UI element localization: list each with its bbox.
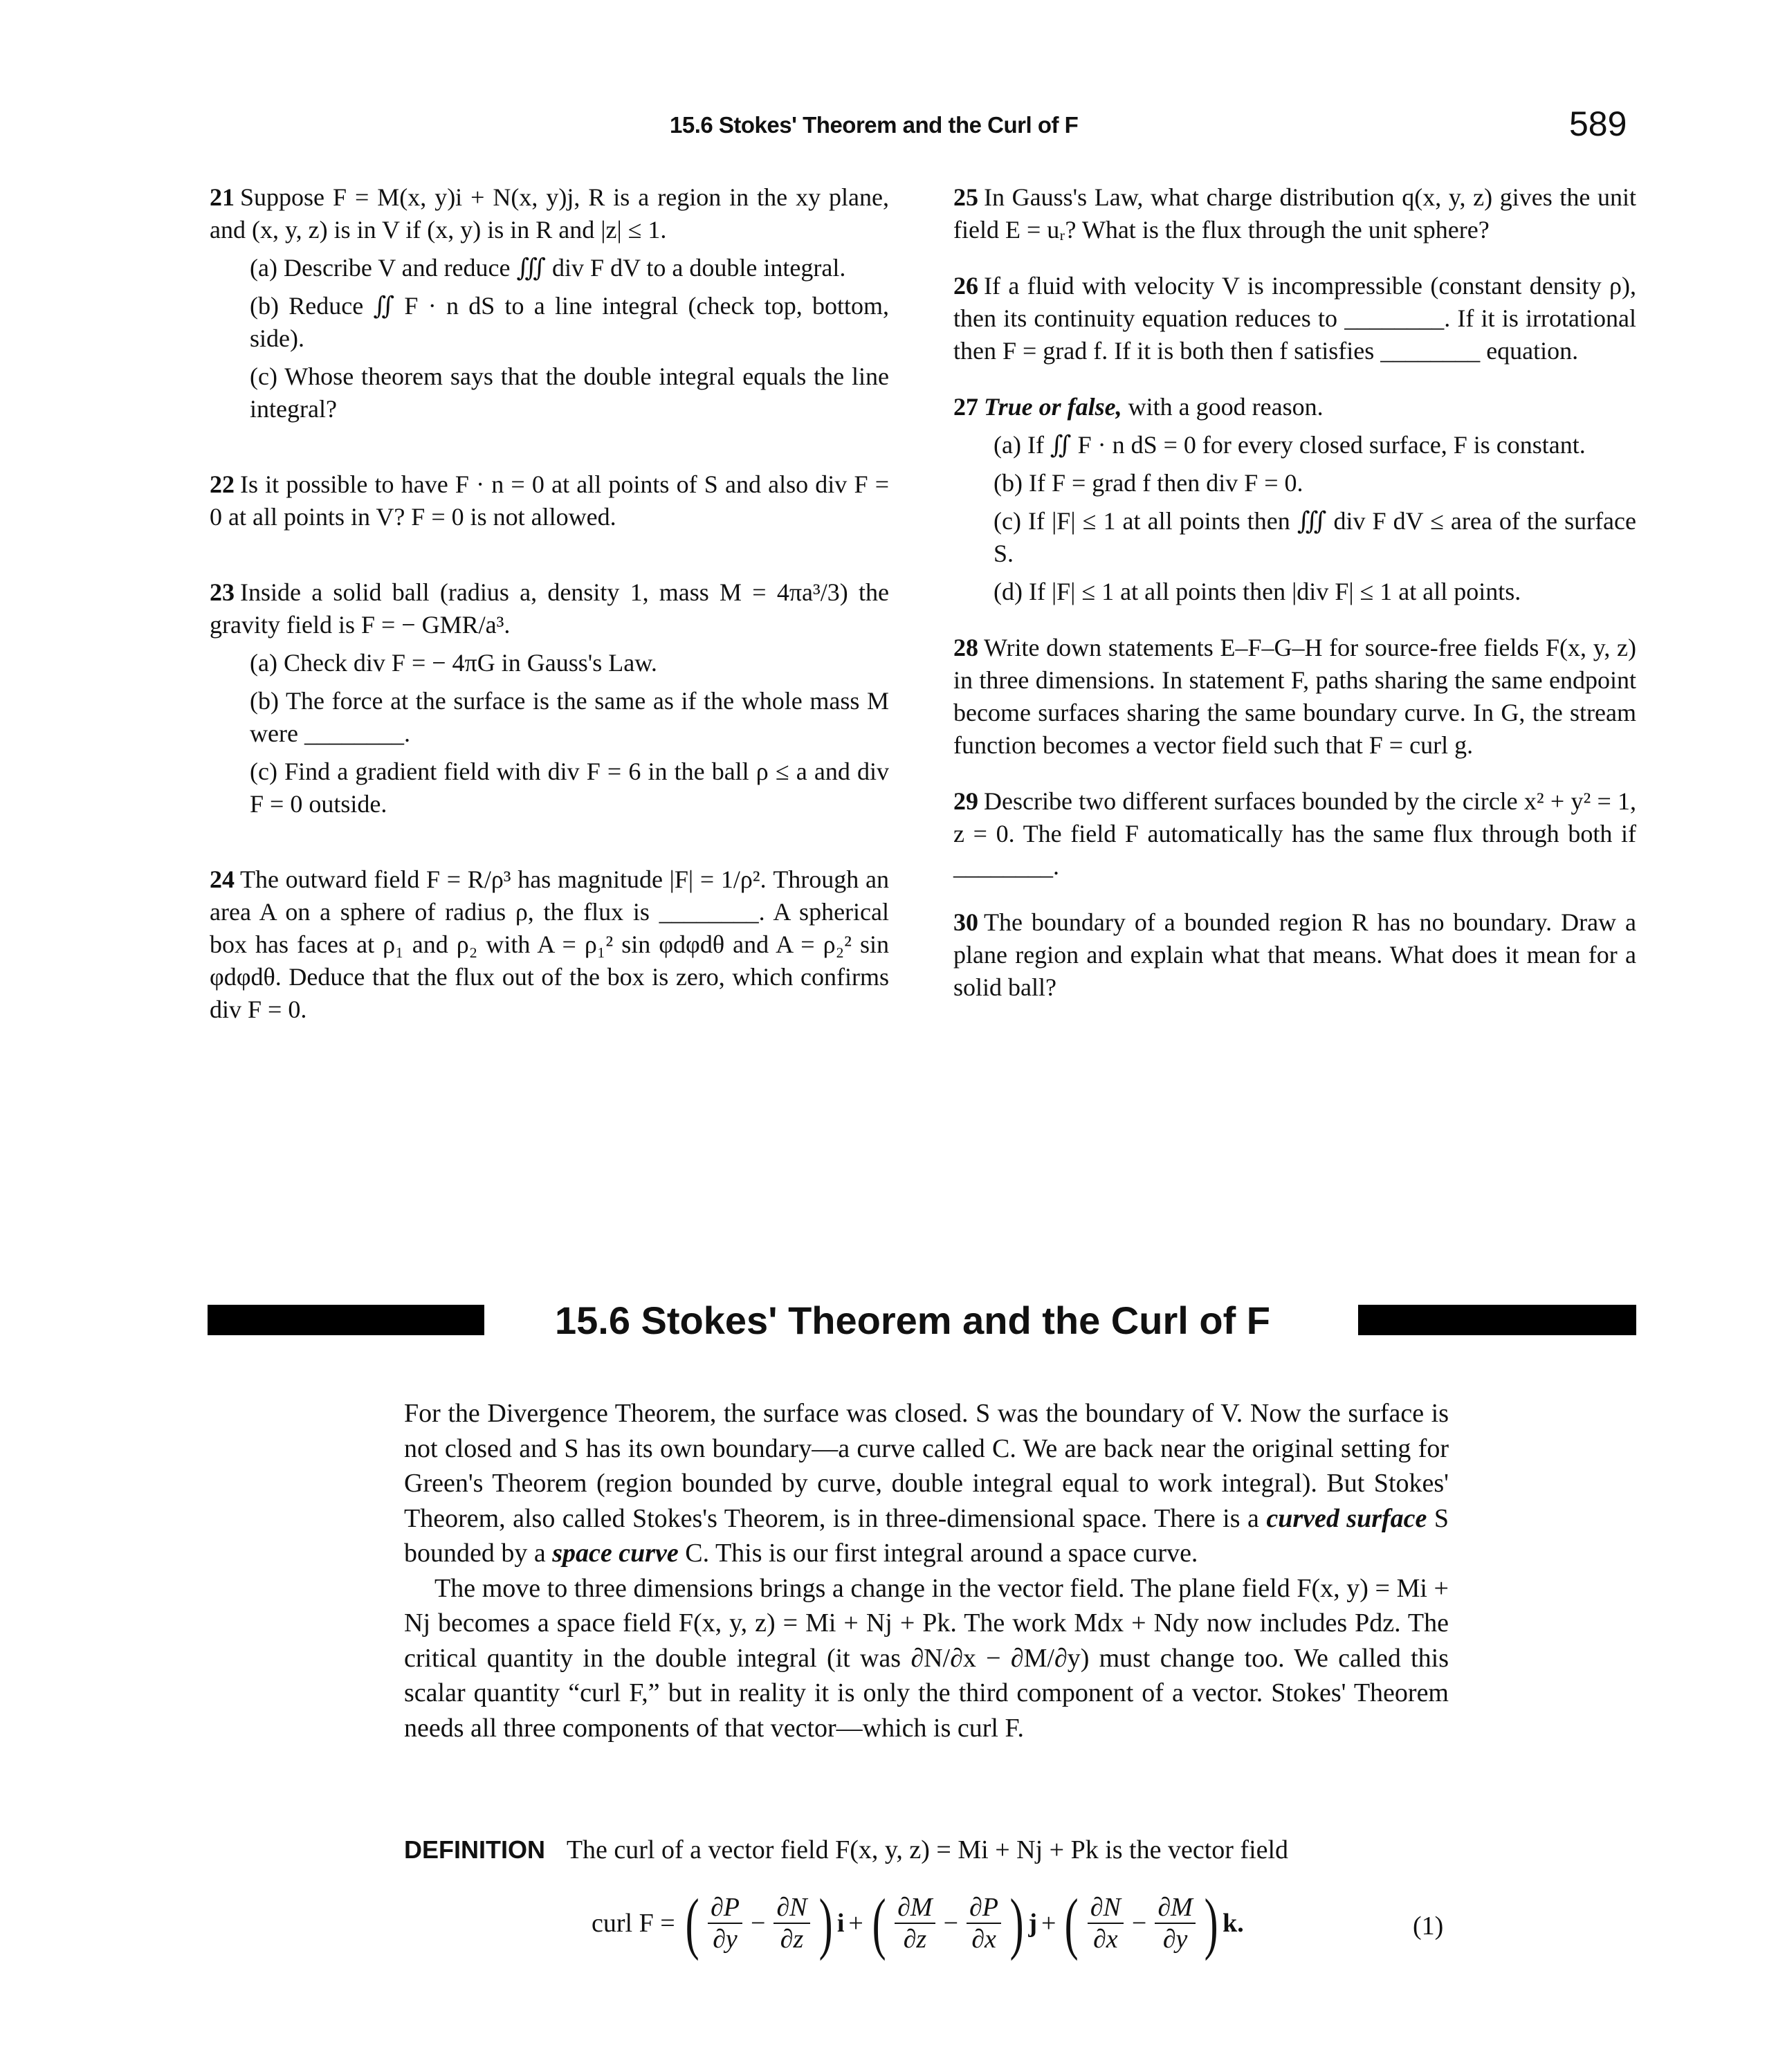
paragraph: The move to three dimensions brings a change in the vector field. The plane field F(x, y) = Mi + Nj becomes a space field F(x, y, z) = Mi + Nj + Pk. The work Mdx + Ndy now includes Pdz. The critical quantity in the double integral (it was ∂N/∂x − ∂M/∂y) must change too. We called this scalar quantity “curl F,” but in reality it is only the third component of a vector. Stokes' Theorem needs all three components of that vector—which is curl F. xyxy=(404,1573,1449,1743)
paragraph xyxy=(404,1396,1449,1571)
definition xyxy=(404,1835,1456,1865)
exercise-22 xyxy=(210,468,889,533)
denominator: ∂y xyxy=(713,1925,738,1954)
text: C. This is our first integral around a space curve. xyxy=(678,1539,1198,1568)
fraction xyxy=(1088,1892,1124,1954)
exercises-left-column xyxy=(210,181,889,1049)
exercise-text xyxy=(210,863,889,1026)
paren-close: ) xyxy=(1204,1885,1218,1961)
denominator: ∂x xyxy=(1092,1925,1118,1954)
numerator: ∂N xyxy=(1088,1892,1124,1924)
section-banner xyxy=(208,1299,1636,1342)
paren-open: ( xyxy=(685,1885,699,1961)
exercise-statement: The boundary of a bounded region R has no boundary. Draw a plane region and explain what that means. What does it mean for a solid ball? xyxy=(953,908,1636,1001)
numerator: ∂P xyxy=(967,1892,1001,1924)
exercise-25 xyxy=(953,181,1636,246)
text: S bounded by a xyxy=(404,1503,1449,1568)
exercise-number: 24 xyxy=(210,865,235,893)
paren-close: ) xyxy=(1009,1885,1024,1961)
section-title: 15.6 Stokes' Theorem and the Curl of F xyxy=(555,1299,1270,1342)
banner-bar-right xyxy=(1358,1305,1636,1335)
exercise-part: (b) The force at the surface is the same as if the whole mass M were ________. xyxy=(250,687,889,747)
emphasis: curved surface xyxy=(1266,1503,1427,1533)
page-number: 589 xyxy=(1569,104,1627,143)
exercise-statement: The outward field F = R/ρ³ has magnitude |F| = 1/ρ². Through an area A on a sphere of radius ρ, the flux is ________. A spherical box has faces at ρ₁ and ρ₂ with A = ρ₁² sin φdφdθ and A = ρ₂² sin φdφdθ. Deduce that the flux out of the box is zero, which confirms div F = 0. xyxy=(210,865,889,1023)
fraction xyxy=(1155,1892,1195,1954)
plus-sign: + xyxy=(848,1909,863,1938)
exercise-statement: with a good reason. xyxy=(1122,393,1324,421)
exercise-24 xyxy=(210,863,889,1026)
unit-vector: k. xyxy=(1223,1909,1244,1938)
paren-close: ) xyxy=(818,1885,833,1961)
fraction xyxy=(895,1892,935,1954)
minus-sign: − xyxy=(1131,1909,1147,1938)
exercise-number: 23 xyxy=(210,578,235,606)
minus-sign: − xyxy=(750,1909,766,1938)
exercise-part: (a) If ∬ F · n dS = 0 for every closed surface, F is constant. xyxy=(994,431,1586,459)
exercise-part: (a) Describe V and reduce ∭ div F dV to a double integral. xyxy=(250,254,846,282)
definition-text: The curl of a vector field F(x, y, z) = Mi + Nj + Pk is the vector field xyxy=(566,1835,1289,1864)
running-header-title: 15.6 Stokes' Theorem and the Curl of F xyxy=(670,112,1079,138)
emphasis: space curve xyxy=(552,1539,679,1568)
exercise-statement: Inside a solid ball (radius a, density 1, mass M = 4πa³/3) the gravity field is F = − GMR/a³. xyxy=(210,578,889,639)
exercise-part: (b) If F = grad f then div F = 0. xyxy=(994,469,1303,497)
exercise-text xyxy=(953,391,1636,423)
formula-lhs: curl F = xyxy=(592,1909,675,1938)
numerator: ∂N xyxy=(773,1892,809,1924)
exercise-statement: Write down statements E–F–G–H for source-free fields F(x, y, z) in three dimensions. In statement F, paths sharing the same endpoint become surfaces sharing the same boundary curve. In G, the stream function becomes a vector field such that F = curl g. xyxy=(953,634,1636,759)
exercise-28 xyxy=(953,632,1636,762)
exercise-lead: True or false, xyxy=(984,393,1122,421)
exercise-part: (c) Find a gradient field with div F = 6 in the ball ρ ≤ a and div F = 0 outside. xyxy=(250,758,889,818)
denominator: ∂x xyxy=(971,1925,996,1954)
denominator: ∂z xyxy=(903,1925,927,1954)
exercise-text xyxy=(953,181,1636,246)
curl-formula xyxy=(592,1885,1244,1961)
exercise-statement: If a fluid with velocity V is incompressible (constant density ρ), then its continuity equation reduces to ________. If it is irrotational then F = grad f. If it is both then f satisfies ________ equation. xyxy=(953,272,1636,365)
paren-open: ( xyxy=(872,1885,886,1961)
exercise-number: 21 xyxy=(210,183,235,211)
exercise-29 xyxy=(953,785,1636,883)
exercise-number: 29 xyxy=(953,787,978,815)
exercise-part: (c) If |F| ≤ 1 at all points then ∭ div F dV ≤ area of the surface S. xyxy=(994,507,1636,567)
exercise-number: 25 xyxy=(953,183,978,211)
denominator: ∂z xyxy=(780,1925,804,1954)
exercise-text xyxy=(953,785,1636,883)
exercise-number: 30 xyxy=(953,908,978,936)
exercise-27 xyxy=(953,391,1636,608)
fraction xyxy=(773,1892,809,1954)
exercise-text xyxy=(210,468,889,533)
banner-bar-left xyxy=(208,1305,484,1335)
numerator: ∂M xyxy=(895,1892,935,1924)
paren-open: ( xyxy=(1065,1885,1079,1961)
section-body xyxy=(404,1396,1449,1745)
unit-vector: j xyxy=(1028,1909,1037,1938)
definition-label: DEFINITION xyxy=(404,1835,545,1864)
numerator: ∂P xyxy=(708,1892,742,1924)
exercise-statement: Is it possible to have F · n = 0 at all points of S and also div F = 0 at all points in V? F = 0 is not allowed. xyxy=(210,470,889,531)
exercise-part: (b) Reduce ∬ F · n dS to a line integral (check top, bottom, side). xyxy=(250,292,889,352)
exercise-text xyxy=(210,576,889,641)
equation-number: (1) xyxy=(1413,1911,1444,1941)
exercise-number: 22 xyxy=(210,470,235,498)
exercise-part: (a) Check div F = − 4πG in Gauss's Law. xyxy=(250,649,657,677)
exercise-text xyxy=(953,270,1636,367)
exercise-number: 26 xyxy=(953,272,978,300)
exercise-part: (d) If |F| ≤ 1 at all points then |div F| ≤ 1 at all points. xyxy=(994,578,1521,605)
unit-vector: i xyxy=(836,1909,845,1938)
minus-sign: − xyxy=(943,1909,959,1938)
exercise-21 xyxy=(210,181,889,425)
exercise-text xyxy=(210,181,889,246)
plus-sign: + xyxy=(1041,1909,1056,1938)
text: For the Divergence Theorem, the surface was closed. S was the boundary of V. Now the surface is not closed and S has its own boundary—a curve called C. We are back near the original setting for Green's Theorem (region bounded by curve, double integral equal to work integral). But Stokes' Theorem, also called Stokes's Theorem, is in three-dimensional space. There is a xyxy=(404,1399,1449,1533)
exercise-number: 27 xyxy=(953,393,978,421)
exercise-statement: In Gauss's Law, what charge distribution q(x, y, z) gives the unit field E = uᵣ? What is the flux through the unit sphere? xyxy=(953,183,1636,244)
denominator: ∂y xyxy=(1162,1925,1188,1954)
exercise-23 xyxy=(210,576,889,820)
fraction xyxy=(967,1892,1001,1954)
exercise-statement: Describe two different surfaces bounded by the circle x² + y² = 1, z = 0. The field F automatically has the same flux through both if ________. xyxy=(953,787,1636,880)
numerator: ∂M xyxy=(1155,1892,1195,1924)
exercise-number: 28 xyxy=(953,634,978,661)
exercise-part: (c) Whose theorem says that the double integral equals the line integral? xyxy=(250,363,889,423)
exercise-statement: Suppose F = M(x, y)i + N(x, y)j, R is a region in the xy plane, and (x, y, z) is in V if (x, y) is in R and |z| ≤ 1. xyxy=(210,183,889,244)
exercise-text xyxy=(953,906,1636,1004)
exercise-26 xyxy=(953,270,1636,367)
exercises-right-column xyxy=(953,181,1636,1027)
exercise-30 xyxy=(953,906,1636,1004)
fraction xyxy=(708,1892,742,1954)
exercise-text xyxy=(953,632,1636,762)
